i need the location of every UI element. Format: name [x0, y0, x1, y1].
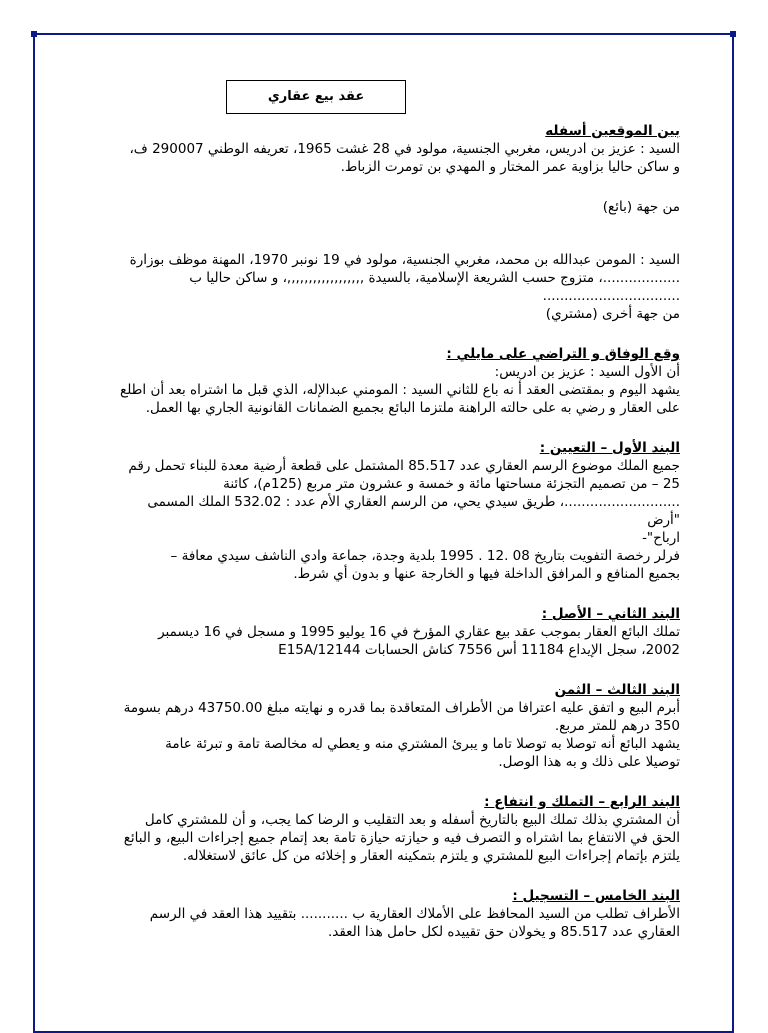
document-title-box: [226, 80, 406, 114]
clause4-line: الحق في الانتفاع بما اشتراه و التصرف فيه و حيازته حيازة تامة بعد إتمام جميع إجراءات البيع، و البائع: [123, 830, 680, 846]
corner-mark: [730, 31, 736, 37]
seller-line: السيد : عزيز بن ادريس، مغربي الجنسية، مولود في 28 غشت 1965، تعريفه الوطني 290007 ف،: [129, 141, 680, 157]
agreement-line: أن الأول السيد : عزيز بن ادريس:: [494, 364, 680, 380]
clause4-line: أن المشتري بذلك تملك البيع بالتاريخ أسفله و بعد التقليب و الرضا كما يجب، و أن للمشتري كامل: [144, 812, 680, 828]
document-body: [112, 80, 680, 941]
clause5-line: العقاري عدد 85.517 و يخولان حق تقييده لكل حامل هذا العقد.: [327, 924, 680, 940]
document-title: عقد بيع عقاري: [267, 89, 365, 104]
clause2-line: تملك البائع العقار بموجب عقد بيع عقاري المؤرخ في 16 يوليو 1995 و مسجل في 16 ديسمبر: [158, 624, 680, 640]
clause3-line: أبرم البيع و اتفق عليه اعترافا من الأطراف المتعاقدة بما قدره و نهايته مبلغ 43750.00 درهم بسومة: [123, 700, 680, 716]
clause3-line: يشهد البائع أنه توصلا به توصلا تاما و يبرئ المشتري منه و يعطي له مخالصة تامة و تبرئة عامة: [165, 736, 680, 752]
clause4-heading: البند الرابع – التملك و انتفاع :: [484, 794, 680, 810]
clause1-line: بجميع المنافع و المرافق الداخلة فيها و الخارجة عنها و بدون أي شرط.: [293, 566, 680, 582]
agreement-line: يشهد اليوم و بمقتضى العقد أ نه باع للثاني السيد : المومني عبدالإله، الذي قبل ما اشتراه بعد أن اطلع: [120, 382, 680, 398]
clause1-line: ارباح"-: [642, 530, 680, 546]
buyer-line: السيد : المومن عبدالله بن محمد، مغربي الجنسية، مولود في 19 نونبر 1970، المهنة موظف بوزارة: [129, 252, 680, 268]
corner-mark: [31, 31, 37, 37]
clause1-line: جميع الملك موضوع الرسم العقاري عدد 85.517 المشتمل على قطعة أرضية معدة للبناء تحمل رقم: [128, 458, 680, 474]
seller-role: من جهة (بائع): [602, 199, 680, 215]
clause1-line: ...........................، طريق سيدي يحي، من الرسم العقاري الأم عدد : 532.02 الملك المسمى "أرض: [147, 494, 680, 528]
intro-heading: بين الموقعين أسفله: [545, 123, 680, 139]
clause3-line: توصيلا على ذلك و به هذا الوصل.: [498, 754, 680, 770]
clause1-line: 25 – من تصميم التجزئة مساحتها مائة و خمسة و عشرون متر مربع (125م)، كائنة: [223, 476, 680, 492]
clause4-line: يلتزم بإتمام إجراءات البيع للمشتري و يلتزم بتمكينه العقار و إخلائه من كل عائق لاستغلاله.: [182, 848, 680, 864]
agreement-line: على العقار و رضي به على حالته الراهنة ملتزما البائع بجميع الضمانات القانونية الجاري بها العمل.: [145, 400, 680, 416]
agreement-heading: وقع الوفاق و التراضي على مايلي :: [446, 346, 680, 362]
buyer-line: ................................: [542, 288, 680, 304]
clause2-heading: البند الثاني – الأصل :: [541, 606, 680, 622]
clause1-line: فرلر رخصة التفويت بتاريخ 08 .12 . 1995 بلدية وجدة، جماعة وادي الناشف سيدي معافة –: [170, 548, 680, 564]
buyer-line: ..................، متزوج حسب الشريعة الإسلامية، بالسيدة ,,,,,,,,,,,,,,,,,,، و ساكن حاليا ب: [189, 270, 680, 286]
clause3-heading: البند الثالث – الثمن: [554, 682, 680, 698]
clause2-line: 2002، سجل الإيداع 11184 أس 7556 كناش الحسابات E15A/12144: [278, 642, 680, 658]
clause5-heading: البند الخامس – التسجيل :: [512, 888, 680, 904]
seller-line: و ساكن حاليا بزاوية عمر المختار و المهدي بن تومرت الزباط.: [340, 159, 680, 175]
buyer-role: من جهة أخرى (مشتري): [545, 306, 680, 322]
clause3-line: 350 درهم للمتر مربع.: [554, 718, 680, 734]
clause1-heading: البند الأول – التعيين :: [539, 440, 680, 456]
clause5-line: الأطراف تطلب من السيد المحافظ على الأملاك العقارية ب ........... بتقييد هذا العقد في الرسم: [149, 906, 680, 922]
